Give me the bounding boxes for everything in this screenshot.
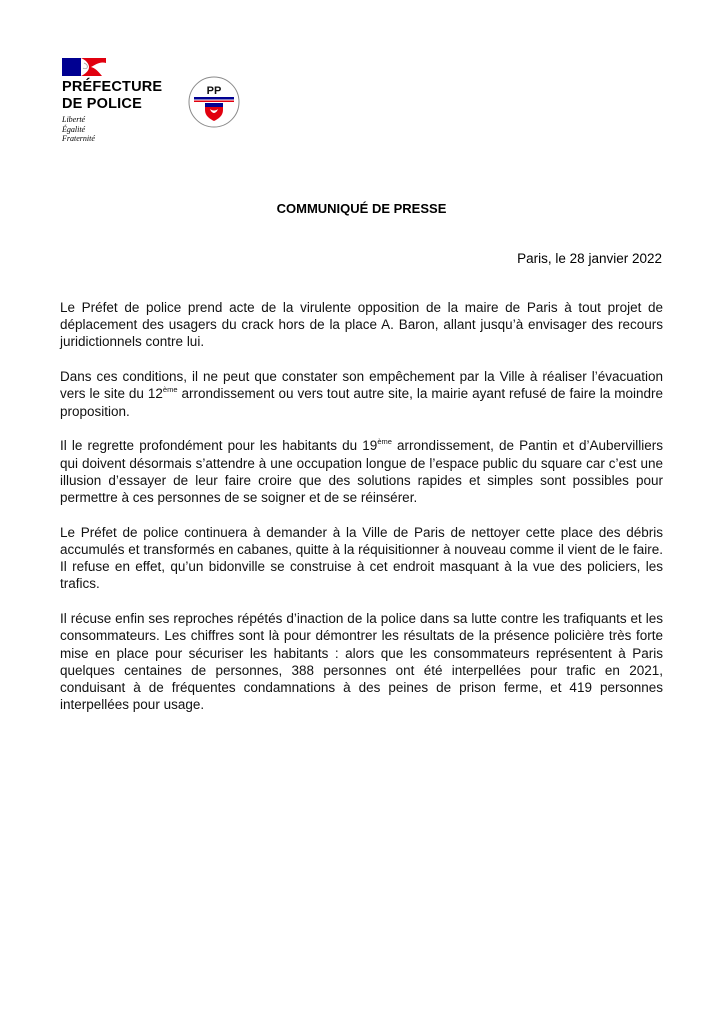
- svg-text:PP: PP: [206, 85, 222, 97]
- letterhead: [62, 58, 662, 148]
- paragraph-3-text-b: arrondissement, de Pantin et d’Aubervilliers qui doivent désormais s’attendre à une occupation longue de l’espace public du square car c’est une illusion d’essayer de leur faire croire que des solutions rapides et simples sont possibles pour permettre à ces personnes de se soigner et de se réinsérer.: [60, 438, 663, 506]
- paragraph-2: [60, 368, 663, 420]
- paragraph-3: [60, 437, 663, 506]
- paragraph-2-text-a: Dans ces conditions, il ne peut que constater son empêchement par la Ville à réaliser l’évacuation vers le site du 12: [60, 369, 663, 402]
- motto-liberte: Liberté: [62, 115, 86, 124]
- paragraph-1: Le Préfet de police prend acte de la virulente opposition de la maire de Paris à tout projet de déplacement des usagers du crack hors de la place A. Baron, allant jusqu’à envisager des recours juridictionnels contre lui.: [60, 300, 663, 350]
- ordinal-superscript: ème: [377, 437, 392, 447]
- press-release-body: [60, 299, 663, 731]
- republic-motto: [62, 115, 95, 144]
- paragraph-3-text-a: Il le regrette profondément pour les habitants du 19: [60, 438, 378, 454]
- organisation-name-line1: PRÉFECTURE: [62, 79, 163, 95]
- organisation-name-line2: DE POLICE: [62, 96, 142, 112]
- prefecture-police-seal-icon: [188, 76, 240, 128]
- paragraph-4: Le Préfet de police continuera à demander à la Ville de Paris de nettoyer cette place des débris accumulés et transformés en cabanes, quitte à la réquisitionner à nouveau comme il vient de le faire. Il refuse en effet, qu’un bidonville se construise à cet endroit masquant à la vue des policiers, les trafics.: [60, 524, 663, 592]
- paragraph-2-text-b: arrondissement ou vers tout autre site, la mairie ayant refusé de faire la moindre proposition.: [60, 386, 663, 419]
- motto-egalite: Égalité: [62, 124, 86, 134]
- press-release-title: COMMUNIQUÉ DE PRESSE: [276, 201, 447, 216]
- release-date: Paris, le 28 janvier 2022: [517, 251, 662, 266]
- motto-fraternite: Fraternité: [62, 134, 95, 143]
- organisation-name: [62, 79, 162, 113]
- paragraph-5: Il récuse enfin ses reproches répétés d’inaction de la police dans sa lutte contre les trafiquants et les consommateurs. Les chiffres sont là pour démontrer les résultats de la présence policière très forte mise en place pour sécuriser les habitants : alors que les consommateurs représentent à Paris quelques centaines de personnes, 388 personnes ont été interpellées pour trafic en 2021, conduisant à de fréquentes condamnations à des peines de prison ferme, et 419 personnes interpellées pour usage.: [60, 611, 663, 713]
- marianne-flag-icon: [62, 58, 106, 76]
- ordinal-superscript: ème: [162, 385, 178, 395]
